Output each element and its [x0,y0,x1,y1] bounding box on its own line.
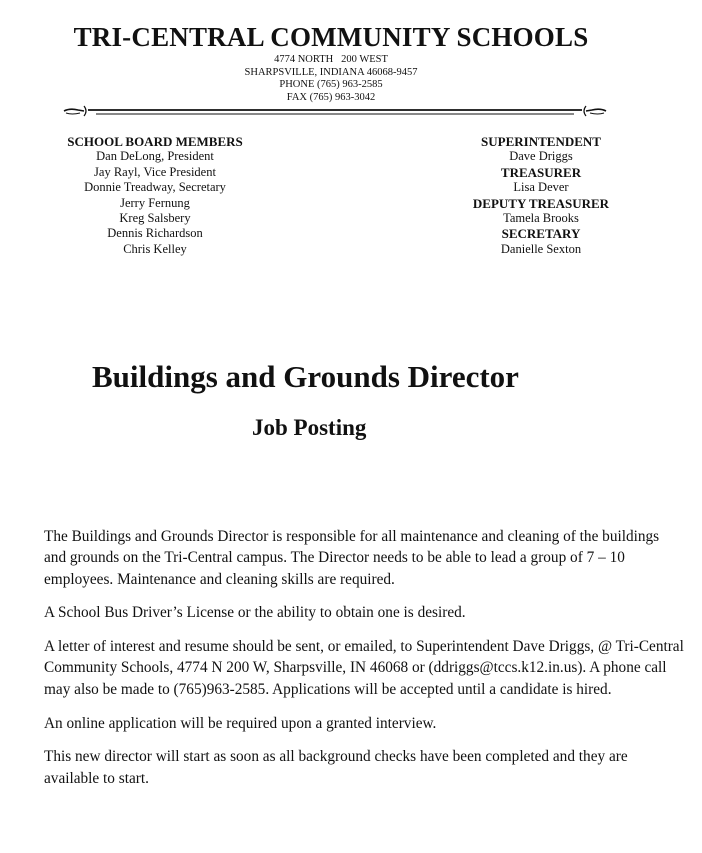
address-block [0,54,662,104]
deputy-treasurer-heading: DEPUTY TREASURER [472,195,610,211]
job-subtitle: Job Posting [252,415,367,440]
posting-body [44,526,684,801]
address-city: SHARPSVILLE, INDIANA 46068-9457 [244,66,418,78]
board-member: Donnie Treadway, Secretary [84,180,226,195]
fax-number: FAX (765) 963-3042 [286,91,376,103]
board-member: Dan DeLong, President [96,149,214,164]
phone-number: PHONE (765) 963-2585 [279,79,383,90]
org-name: TRI-CENTRAL COMMUNITY SCHOOLS [73,22,589,52]
posting-paragraph: A letter of interest and resume should be sent, or emailed, to Superintendent Dave Driggs, @ Tri-Central Community Schools, 4774 N 200 W, Sharpsville, IN 46068 or (ddriggs@tccs.k12.in.us). A phone call may also be made to (765)963-2585. Applications will be accepted until a candidate is hired. [44,638,684,698]
board-members-heading: SCHOOL BOARD MEMBERS [67,134,243,149]
treasurer-heading: TREASURER [500,164,582,180]
board-members-column [40,134,270,257]
posting-paragraph: An online application will be required upon a granted interview. [44,714,437,732]
address-street: 4774 NORTH 200 WEST [274,54,388,65]
superintendent-heading: SUPERINTENDENT [481,134,601,149]
posting-paragraph: The Buildings and Grounds Director is responsible for all maintenance and cleaning of the buildings and grounds on the Tri-Central campus. The Director needs to be able to lead a group of 7 – 10 employees. Maintenance and cleaning skills are required. [44,528,660,588]
superintendent-name: Dave Driggs [509,149,573,164]
treasurer-name: Lisa Dever [513,180,569,195]
board-member: Kreg Salsbery [119,211,191,226]
board-member: Dennis Richardson [107,226,203,241]
board-member: Jay Rayl, Vice President [94,164,216,179]
deputy-treasurer-name: Tamela Brooks [503,211,579,226]
secretary-name: Danielle Sexton [500,241,582,256]
letterhead-divider [62,102,608,122]
posting-paragraph: A School Bus Driver’s License or the ability to obtain one is desired. [44,604,466,622]
secretary-heading: SECRETARY [501,226,581,242]
board-member: Chris Kelley [123,241,187,256]
job-title: Buildings and Grounds Director [92,359,519,394]
posting-paragraph: This new director will start as soon as all background checks have been completed and they are available to start. [44,748,628,787]
board-member: Jerry Fernung [120,195,190,210]
officers-column [430,134,652,257]
